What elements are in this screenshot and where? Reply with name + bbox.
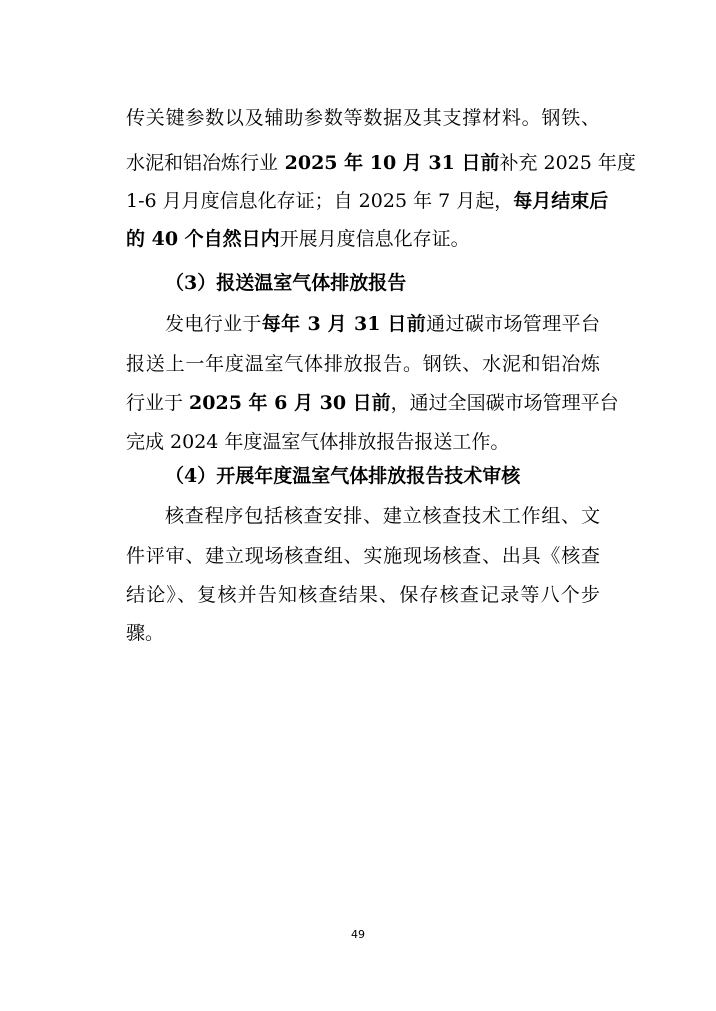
text-run: 核查程序包括核查安排、建立核查技术工作组、文 [165, 505, 600, 527]
text-run: 水泥和铝冶炼行业 [126, 152, 279, 174]
paragraph-1-line-2 [126, 144, 636, 182]
paragraph-1-line-1 [126, 99, 600, 137]
text-run: 行业于 [126, 392, 190, 414]
paragraph-3-line-4 [126, 614, 600, 652]
heading-text: （3）报送温室气体排放报告 [165, 272, 407, 294]
paragraph-1-line-4 [126, 220, 600, 258]
text-run: 结论》、复核并告知核查结果、保存核查记录等八个步 [126, 584, 600, 606]
paragraph-2-line-2 [126, 345, 600, 383]
paragraph-2-line-3 [126, 384, 619, 422]
paragraph-3-line-2 [126, 537, 600, 575]
text-run: 发电行业于 [165, 313, 262, 335]
text-run: 报送上一年度温室气体排放报告。钢铁、水泥和铝冶炼 [126, 353, 600, 375]
paragraph-2-line-1 [165, 305, 600, 343]
page-number: 49 [351, 928, 365, 941]
section-heading-3 [165, 264, 600, 302]
text-run: 完成 2024 年度温室气体排放报告报送工作。 [126, 431, 510, 453]
bold-deadline: 每月结束后 [513, 190, 609, 212]
text-run: ，通过全国碳市场管理平台 [390, 392, 619, 414]
bold-deadline: 的 40 个自然日内 [126, 228, 280, 250]
bold-deadline: 2025 年 10 月 31 日前 [278, 152, 500, 174]
section-heading-4 [165, 457, 600, 495]
paragraph-2-line-4 [126, 423, 600, 461]
paragraph-3-line-1 [165, 497, 600, 535]
bold-deadline: 每年 3 月 31 日前 [261, 313, 427, 335]
text-run: 补充 2025 年度 [499, 152, 636, 174]
text-run: 件评审、建立现场核查组、实施现场核查、出具《核查 [126, 545, 600, 567]
paragraph-3-line-3 [126, 576, 600, 614]
text-run: 开展月度信息化存证。 [279, 228, 470, 250]
text-run: 传关键参数以及辅助参数等数据及其支撑材料。钢铁、 [126, 107, 600, 129]
heading-text: （4）开展年度温室气体排放报告技术审核 [165, 465, 521, 487]
bold-deadline: 2025 年 6 月 30 日前 [189, 392, 391, 414]
text-run: 通过碳市场管理平台 [426, 313, 600, 335]
paragraph-1-line-3 [126, 182, 609, 220]
text-run: 1-6 月月度信息化存证；自 2025 年 7 月起， [126, 190, 514, 212]
text-run: 骤。 [126, 622, 165, 644]
